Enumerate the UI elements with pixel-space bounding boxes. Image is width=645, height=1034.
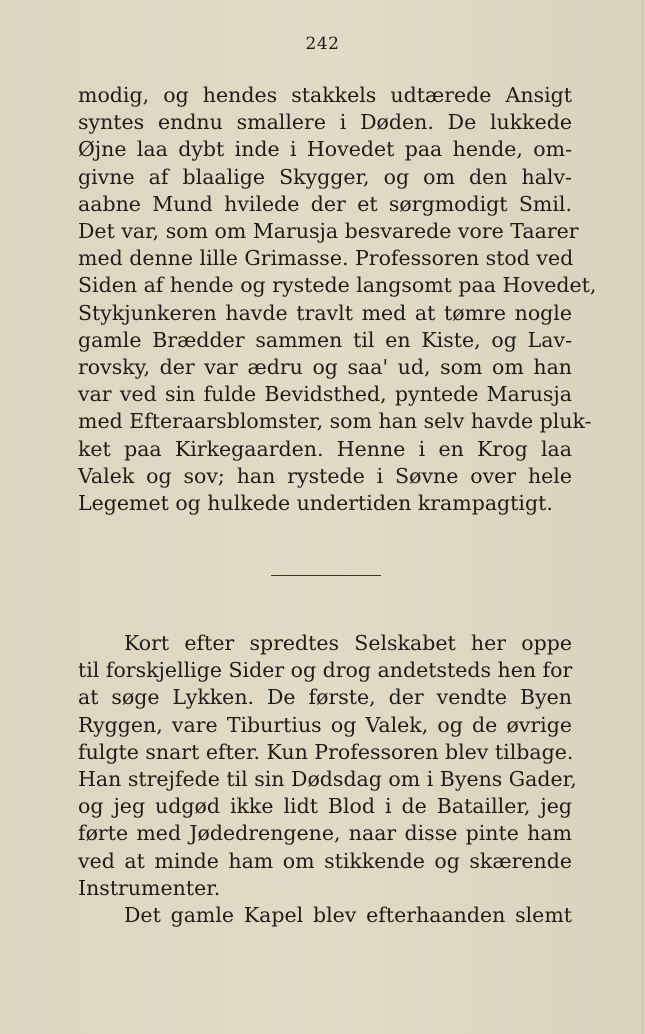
paragraph-1-line-10: gamle Brædder sammen til en Kiste, og Lav-: [78, 327, 572, 352]
paragraph-1-line-3: Øjne laa dybt inde i Hovedet paa hende, om-: [78, 137, 572, 162]
paragraph-2-line-5: fulgte snart efter. Kun Professoren blev tilbage.: [78, 739, 574, 764]
paragraph-1-line-11: rovsky, der var ædru og saa' ud, som om han: [78, 355, 572, 380]
paragraph-2: [78, 630, 577, 929]
paragraph-1-line-7: med denne lille Grimasse. Professoren stod ved: [78, 246, 574, 271]
section-divider: [271, 575, 381, 576]
paragraph-2-line-2: til forskjellige Sider og drog andetsteds hen for: [78, 658, 573, 683]
paragraph-1-line-5: aabne Mund hvilede der et sørgmodigt Smil.: [78, 191, 572, 216]
paragraph-2-line-10: Instrumenter.: [78, 875, 221, 900]
paragraph-1-line-8: Siden af hende og rystede langsomt paa Hovedet,: [78, 273, 597, 298]
paragraph-2-line-7: og jeg udgød ikke lidt Blod i de Batailler, jeg: [78, 794, 572, 819]
paragraph-2-line-3: at søge Lykken. De første, der vendte Byen: [78, 685, 572, 710]
paragraph-1-line-16: Legemet og hulkede undertiden krampagtigt.: [78, 491, 553, 516]
paragraph-1-line-12: var ved sin fulde Bevidsthed, pyntede Marusja: [78, 382, 572, 407]
paragraph-2-line-4: Ryggen, vare Tiburtius og Valek, og de øvrige: [78, 712, 572, 737]
paragraph-1-line-4: givne af blaalige Skygger, og om den halv-: [78, 164, 572, 189]
paragraph-1-line-14: ket paa Kirkegaarden. Henne i en Krog laa: [78, 436, 572, 461]
paragraph-1-line-2: syntes endnu smallere i Døden. De lukkede: [78, 110, 572, 135]
paragraph-1-line-6: Det var, som om Marusja besvarede vore Taarer: [78, 219, 579, 244]
page-edge: [642, 0, 643, 1034]
paragraph-3-line-1: Det gamle Kapel blev efterhaanden slemt: [124, 903, 572, 928]
page-number: 242: [305, 34, 340, 54]
paragraph-2-line-9: ved at minde ham om stikkende og skærende: [78, 848, 572, 873]
paragraph-1-line-1: modig, og hendes stakkels udtærede Ansigt: [78, 83, 572, 107]
paragraph-1-line-13: med Efteraarsblomster, som han selv havde pluk-: [78, 409, 592, 434]
paragraph-1-line-15: Valek og sov; han rystede i Søvne over hele: [78, 463, 572, 488]
paragraph-2-line-1: Kort efter spredtes Selskabet her oppe: [124, 631, 572, 655]
paragraph-2-line-8: førte med Jødedrengene, naar disse pinte ham: [78, 821, 572, 846]
paragraph-2-line-6: Han strejfede til sin Dødsdag om i Byens Gader,: [78, 767, 577, 792]
paragraph-1-line-9: Stykjunkeren havde travlt med at tømre nogle: [78, 300, 572, 325]
paragraph-1: [78, 82, 597, 517]
